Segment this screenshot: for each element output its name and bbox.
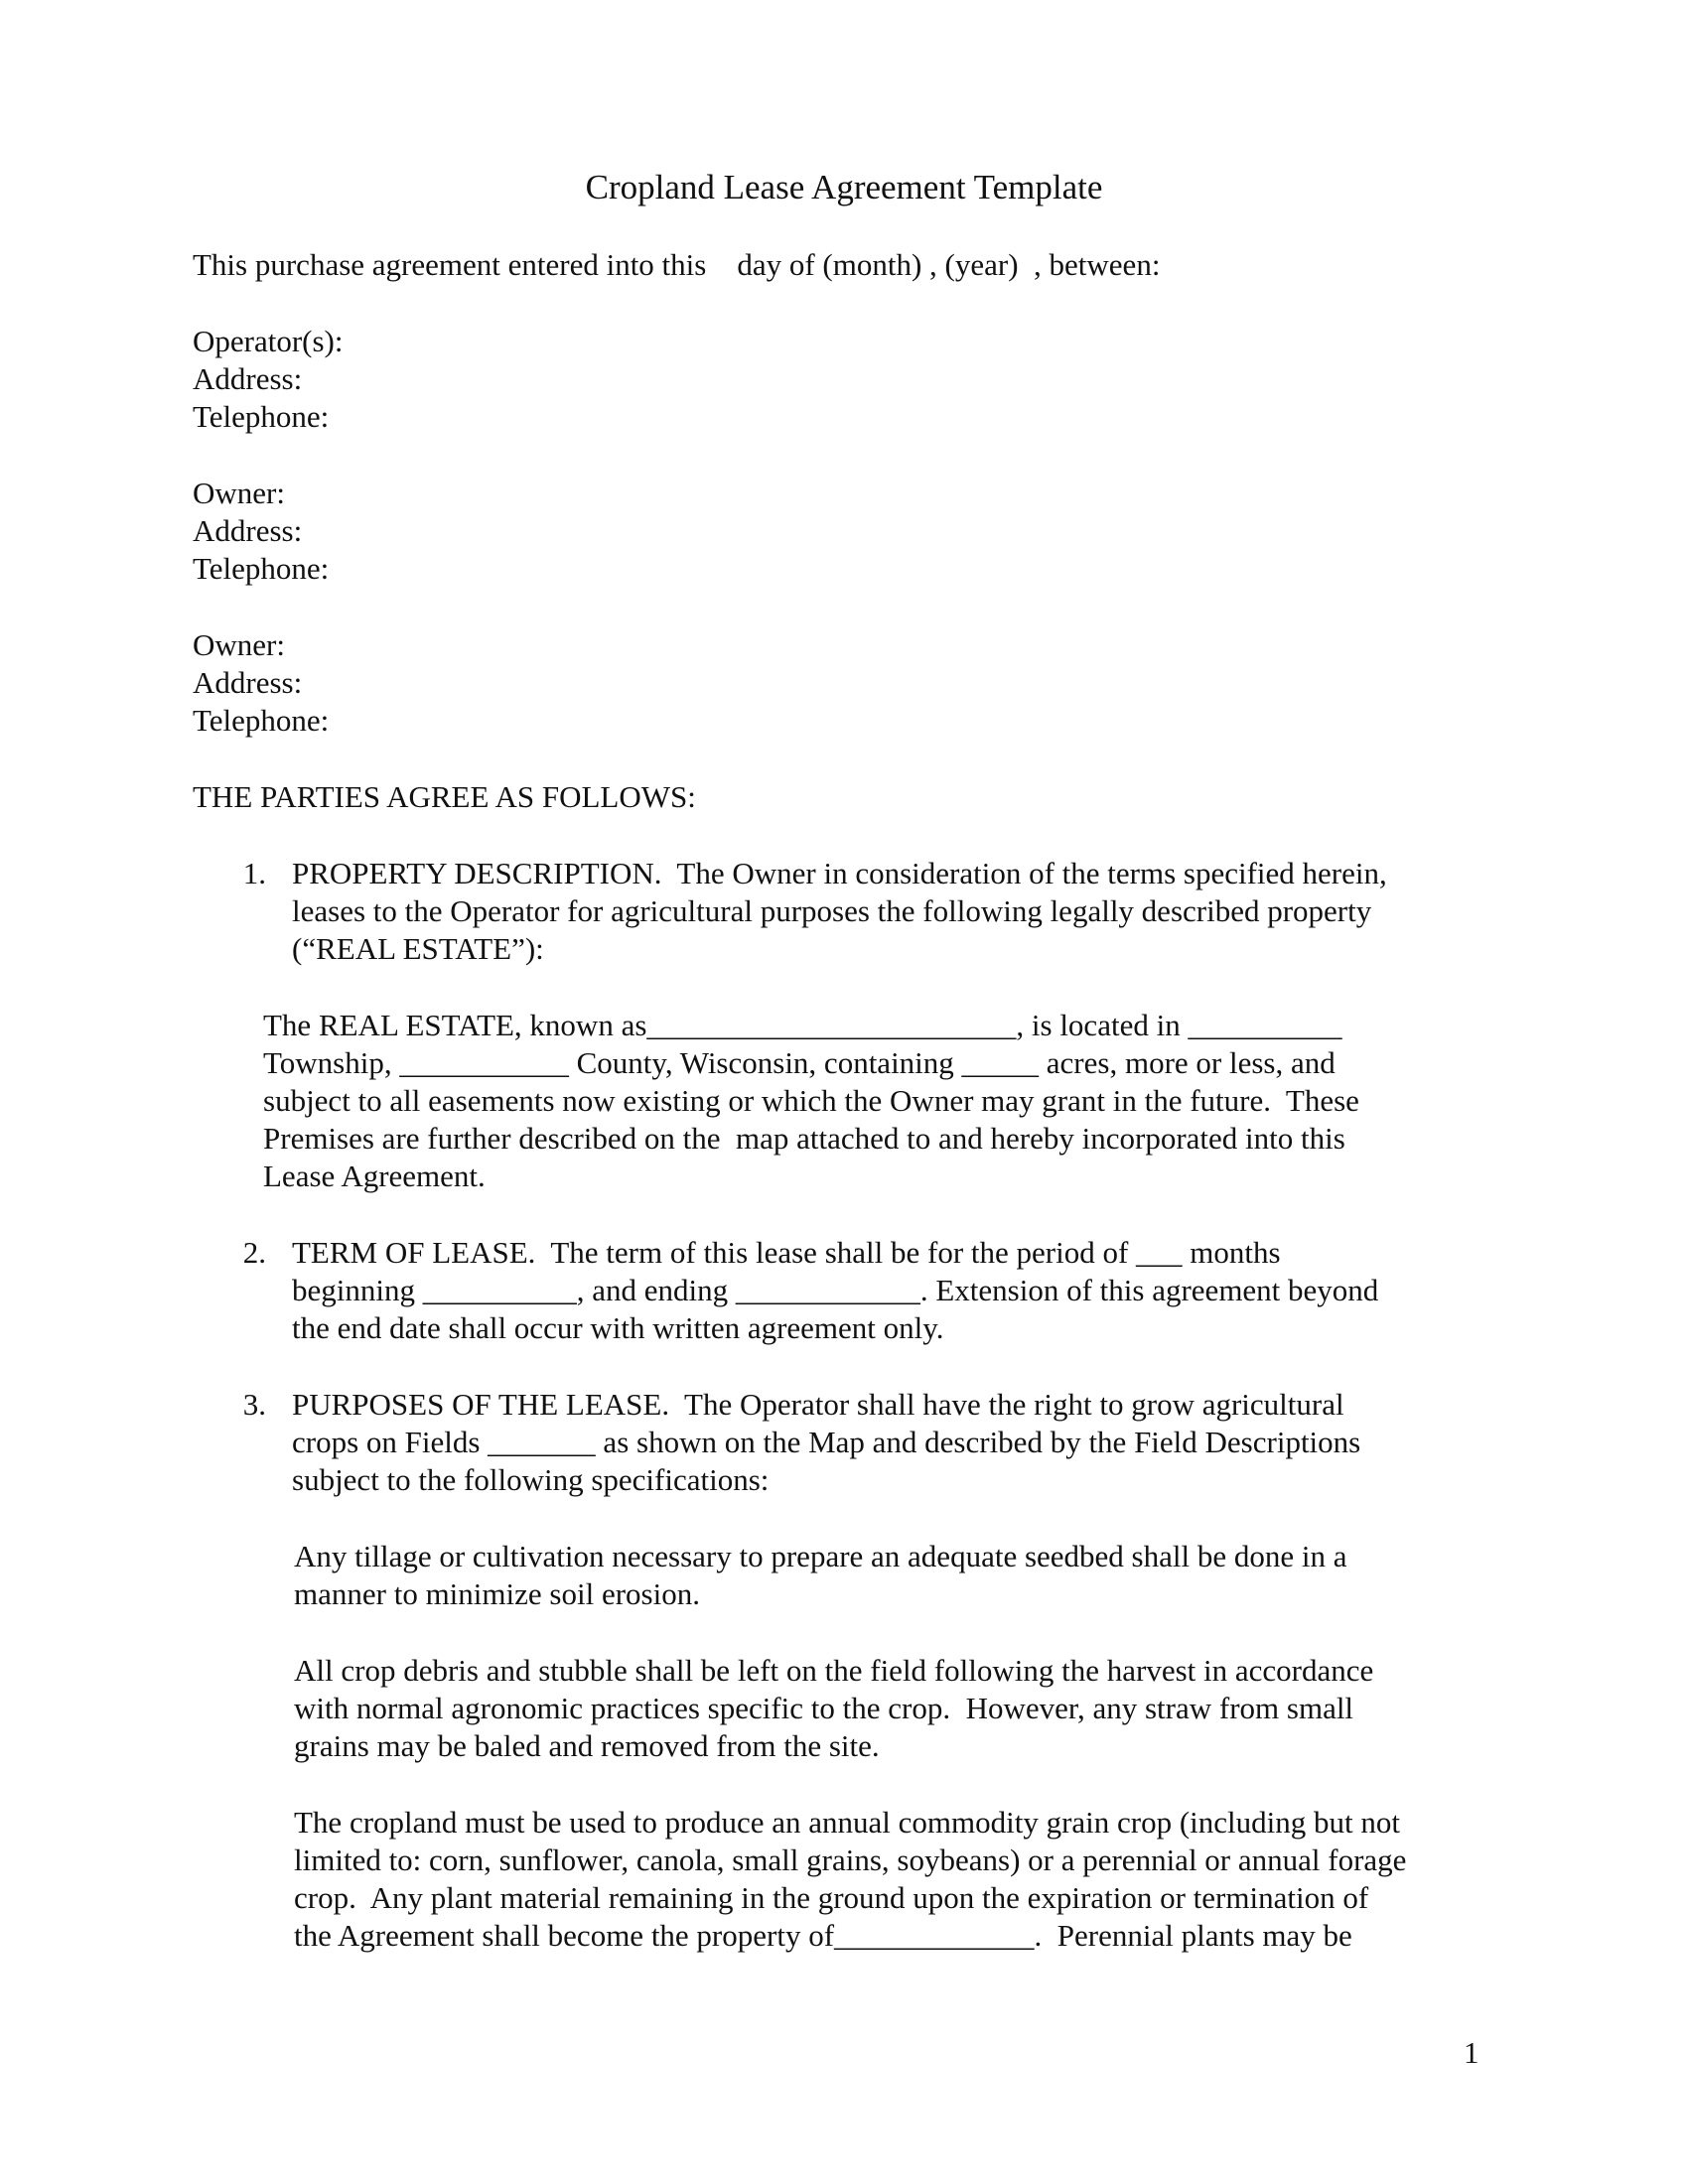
real-estate-line: Lease Agreement. (263, 1159, 486, 1193)
owner-address-label: Address: (193, 513, 303, 548)
section-text-line: subject to the following specifications: (292, 1462, 770, 1497)
section-number: 1. (242, 856, 266, 890)
specification-line: manner to minimize soil erosion. (294, 1576, 700, 1611)
specification-line: limited to: corn, sunflower, canola, small grains, soybeans) or a perennial or annual forage (294, 1843, 1407, 1877)
owner-label: Owner: (193, 476, 285, 510)
agree-heading: THE PARTIES AGREE AS FOLLOWS: (193, 779, 696, 814)
owner-telephone-label: Telephone: (193, 703, 330, 738)
section-text-line: beginning __________, and ending ____________. Extension of this agreement beyond (292, 1273, 1379, 1307)
operator-label: Operator(s): (193, 324, 344, 358)
section-text-line: TERM OF LEASE. The term of this lease shall be for the period of ___ months (292, 1235, 1281, 1270)
specification-line: crop. Any plant material remaining in the ground upon the expiration or termination of (294, 1880, 1369, 1915)
section-number: 2. (242, 1235, 266, 1270)
section-text-line: leases to the Operator for agricultural purposes the following legally described property (292, 893, 1372, 928)
operator-telephone-label: Telephone: (193, 399, 330, 434)
section-text-line: the end date shall occur with written agreement only. (292, 1310, 944, 1345)
real-estate-line: The REAL ESTATE, known as________________________, is located in __________ (263, 1008, 1342, 1042)
section-text-line: (“REAL ESTATE”): (292, 931, 544, 966)
specification-line: All crop debris and stubble shall be left on the field following the harvest in accordance (294, 1653, 1374, 1688)
owner-telephone-label: Telephone: (193, 551, 330, 586)
real-estate-line: Premises are further described on the map attached to and hereby incorporated into this (263, 1121, 1345, 1156)
real-estate-line: subject to all easements now existing or which the Owner may grant in the future. These (263, 1083, 1359, 1118)
section-text-line: crops on Fields _______ as shown on the Map and described by the Field Descriptions (292, 1425, 1361, 1459)
specification-line: The cropland must be used to produce an annual commodity grain crop (including but not (294, 1805, 1401, 1840)
real-estate-line: Township, ___________ County, Wisconsin, containing _____ acres, more or less, and (263, 1045, 1336, 1080)
specification-line: with normal agronomic practices specific to the crop. However, any straw from small (294, 1691, 1354, 1725)
page-number: 1 (1464, 2035, 1479, 2070)
specification-line: the Agreement shall become the property of_____________. Perennial plants may be (294, 1918, 1352, 1953)
operator-address-label: Address: (193, 361, 303, 396)
document-title: Cropland Lease Agreement Template (585, 168, 1103, 206)
specification-line: grains may be baled and removed from the site. (294, 1728, 880, 1763)
section-text-line: PROPERTY DESCRIPTION. The Owner in consideration of the terms specified herein, (292, 856, 1387, 890)
owner-address-label: Address: (193, 665, 303, 700)
owner-label: Owner: (193, 627, 285, 662)
section-text-line: PURPOSES OF THE LEASE. The Operator shall have the right to grow agricultural (292, 1387, 1344, 1422)
section-number: 3. (242, 1387, 266, 1422)
intro-line: This purchase agreement entered into this day of (month) , (year) , between: (193, 247, 1161, 282)
specification-line: Any tillage or cultivation necessary to prepare an adequate seedbed shall be done in a (294, 1539, 1347, 1573)
